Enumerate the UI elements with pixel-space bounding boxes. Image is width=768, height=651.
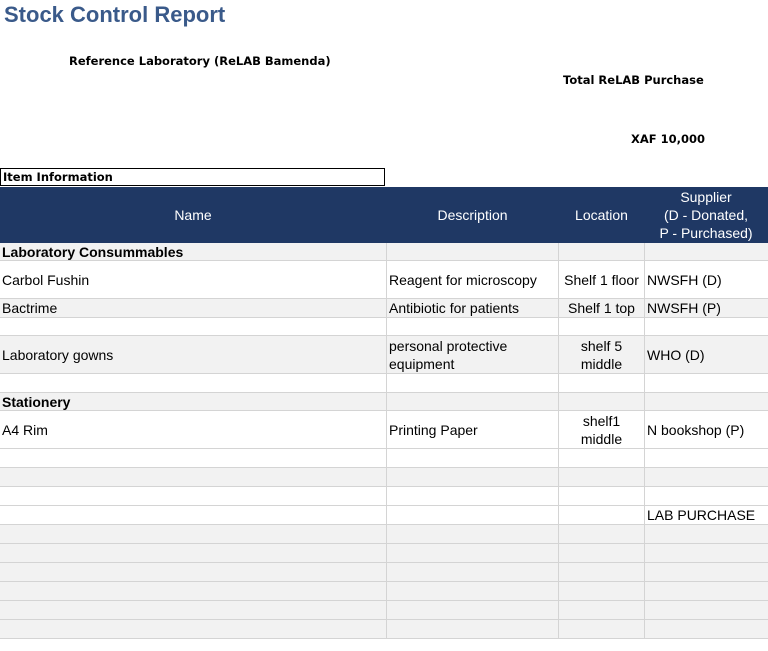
cell-name: Laboratory Consummables [0,243,387,260]
table-row [0,525,768,544]
table-row [0,243,768,261]
cell-supplier [645,243,768,260]
cell-location [559,468,645,486]
cell-name: Laboratory gowns [0,336,387,373]
cell-description: Printing Paper [387,411,559,448]
cell-location [559,393,645,410]
table-row [0,487,768,506]
cell-description [387,374,559,392]
stock-table [0,187,768,639]
cell-description [387,544,559,562]
cell-name: Bactrime [0,299,387,317]
cell-supplier: LAB PURCHASE [647,507,756,523]
total-purchase-value: XAF 10,000 [631,132,706,146]
cell-supplier [645,544,768,562]
cell-location [559,525,645,543]
table-row [0,336,768,374]
table-body [0,243,768,639]
cell-supplier [645,582,768,600]
cell-name [0,506,387,524]
cell-description [387,601,559,619]
table-row [0,318,768,336]
cell-description: personal protective equipment [387,336,559,373]
cell-location [559,374,645,392]
report-title: Stock Control Report [4,2,226,27]
cell-supplier [645,563,768,581]
cell-name [0,582,387,600]
table-row [0,544,768,563]
cell-location: Shelf 1 top [559,299,645,317]
table-row [0,374,768,393]
cell-description [387,393,559,410]
cell-name: Carbol Fushin [0,261,387,298]
table-row [0,620,768,639]
cell-description: Reagent for microscopy [387,261,559,298]
cell-supplier: N bookshop (P) [647,421,745,438]
cell-name [0,525,387,543]
cell-supplier [645,393,768,410]
table-row [0,468,768,487]
table-row [0,601,768,620]
cell-location: shelf1 middle [559,411,645,448]
cell-description [387,525,559,543]
cell-name [0,544,387,562]
cell-location [559,318,645,335]
table-row [0,449,768,468]
cell-supplier [645,525,768,543]
cell-supplier [645,601,768,619]
table-row [0,261,768,299]
column-header-name: Name [0,187,387,243]
cell-name: A4 Rim [0,411,387,448]
cell-description [387,318,559,335]
cell-location [559,601,645,619]
cell-location [559,563,645,581]
cell-name [0,487,387,505]
report-subtitle: Reference Laboratory (ReLAB Bamenda) [69,54,331,68]
table-row [0,563,768,582]
cell-name [0,374,387,392]
table-row [0,411,768,449]
cell-description [387,582,559,600]
table-row [0,582,768,601]
cell-name [0,468,387,486]
cell-description [387,468,559,486]
cell-supplier: WHO (D) [647,346,705,363]
cell-location [559,544,645,562]
cell-description [387,449,559,467]
cell-location [559,449,645,467]
cell-name [0,563,387,581]
total-purchase-label: Total ReLAB Purchase [563,73,704,87]
cell-name [0,449,387,467]
item-information-label: Item Information [0,168,385,186]
cell-description [387,243,559,260]
cell-supplier [645,487,768,505]
table-row [0,299,768,318]
cell-supplier: NWSFH (P) [647,300,721,316]
cell-description [387,620,559,638]
cell-location [559,620,645,638]
cell-supplier: NWSFH (D) [647,271,722,288]
table-header-row [0,187,768,243]
cell-location: shelf 5 middle [559,336,645,373]
cell-location [559,487,645,505]
cell-supplier [645,620,768,638]
cell-supplier [645,318,768,335]
cell-description: Antibiotic for patients [387,299,559,317]
cell-location [559,506,645,524]
cell-location [559,582,645,600]
table-row [0,393,768,411]
cell-name [0,601,387,619]
cell-name: Stationery [0,393,387,410]
column-header-location: Location [559,187,645,243]
column-header-supplier: Supplier (D - Donated, P - Purchased) [645,187,768,243]
cell-location: Shelf 1 floor [559,261,645,298]
cell-supplier [645,449,768,467]
cell-supplier [645,468,768,486]
cell-description [387,563,559,581]
cell-supplier [645,374,768,392]
cell-description [387,506,559,524]
cell-description [387,487,559,505]
cell-location [559,243,645,260]
table-row [0,506,768,525]
column-header-description: Description [387,187,559,243]
cell-name [0,318,387,335]
cell-name [0,620,387,638]
